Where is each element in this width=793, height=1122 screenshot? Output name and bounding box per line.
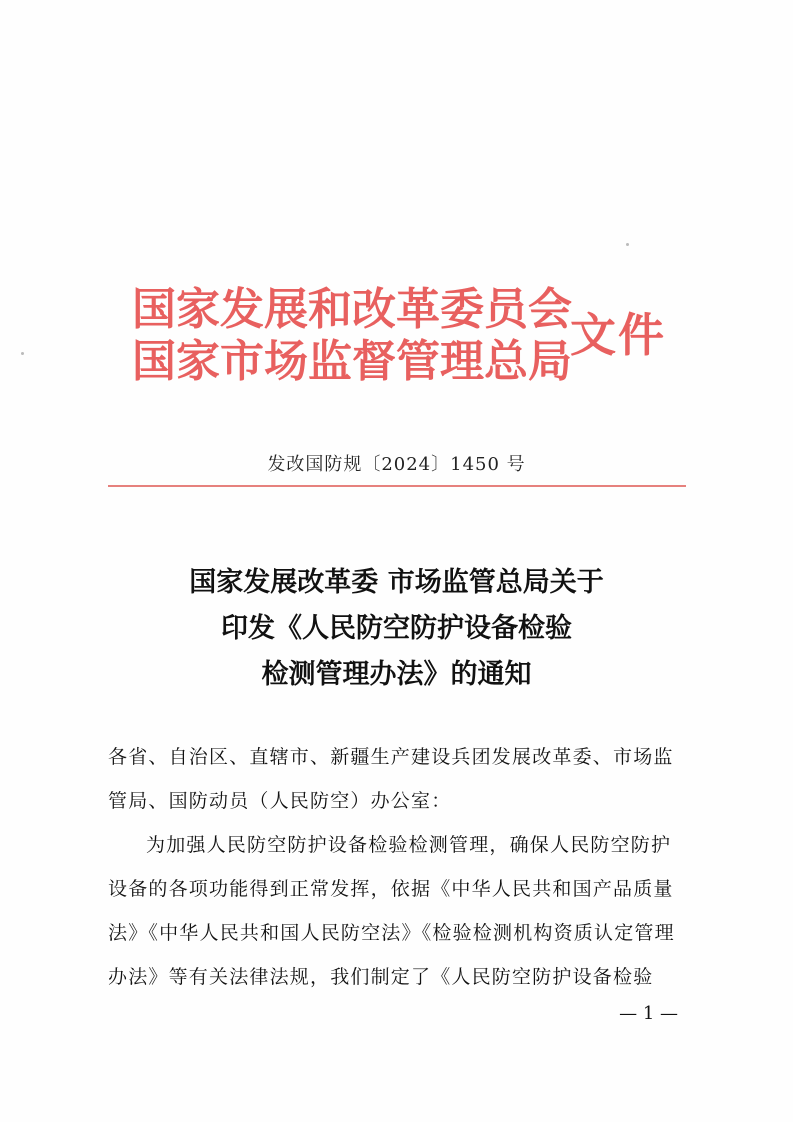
title-line-2: 印发《人民防空防护设备检验 xyxy=(221,613,572,644)
document-body xyxy=(108,735,688,999)
masthead-agency-1: 国家发展和改革委员会 xyxy=(132,284,572,335)
title-line-3: 检测管理办法》的通知 xyxy=(261,659,532,690)
masthead-suffix: 文件 xyxy=(570,308,666,362)
scan-speck xyxy=(626,243,629,246)
document-number: 发改国防规〔2024〕1450 号 xyxy=(267,454,526,475)
title-line-1: 国家发展改革委 市场监管总局关于 xyxy=(189,567,604,598)
page-number: — 1 — xyxy=(619,1003,678,1024)
masthead-agency-2: 国家市场监督管理总局 xyxy=(132,336,572,387)
scan-speck xyxy=(21,352,24,355)
body-paragraph: 为加强人民防空防护设备检验检测管理，确保人民防空防护设备的各项功能得到正常发挥，依据《中华人民共和国产品质量法》《中华人民共和国人民防空法》《检验检测机构资质认定管理办法》等有关法律法规，我们制定了《人民防空防护设备检验 xyxy=(108,834,675,988)
red-masthead xyxy=(128,280,688,400)
document-title xyxy=(0,560,793,698)
red-separator-line xyxy=(108,485,686,487)
salutation: 各省、自治区、直辖市、新疆生产建设兵团发展改革委、市场监管局、国防动员（人民防空）办公室： xyxy=(108,746,674,812)
